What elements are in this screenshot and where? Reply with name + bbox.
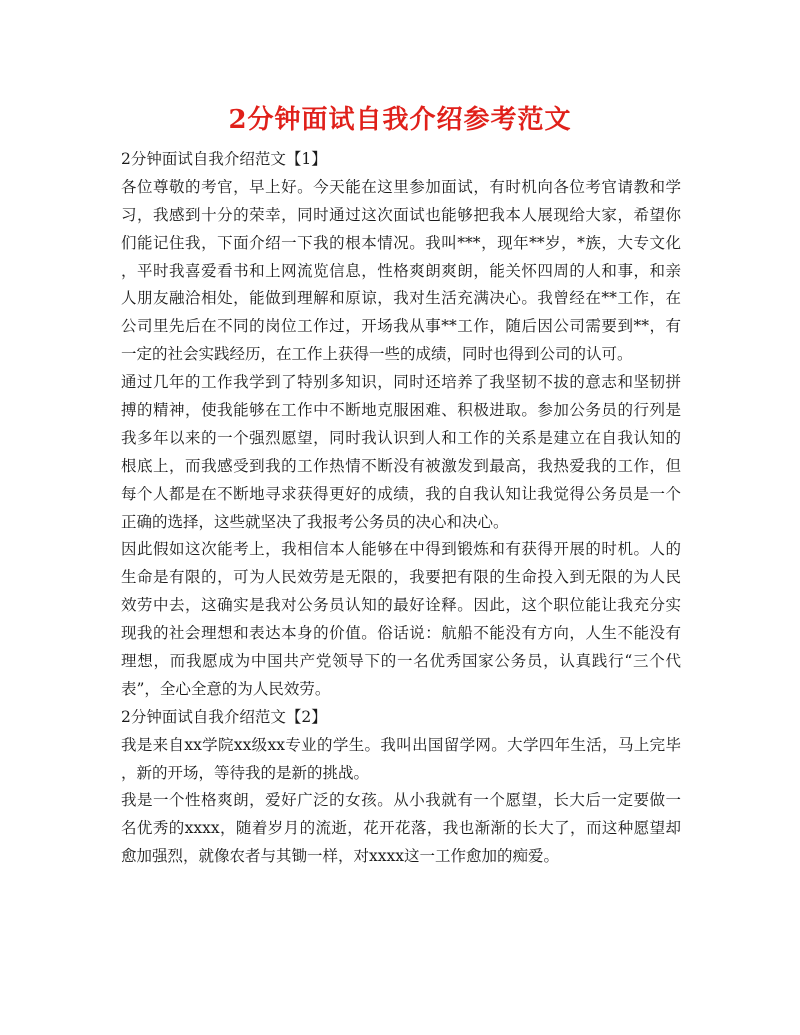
paragraph-line: 人朋友融洽相处，能做到理解和原谅，我对生活充满决心。我曾经在**工作，在 bbox=[121, 289, 681, 308]
paragraph-line: 理想，而我愿成为中国共产党领导下的一名优秀国家公务员，认真践行“三个代 bbox=[121, 652, 681, 671]
paragraph-line: ，平时我喜爱看书和上网流览信息，性格爽朗爽朗，能关怀四周的人和事，和亲 bbox=[121, 261, 681, 280]
section-heading-1: 2分钟面试自我介绍范文【1】 bbox=[121, 150, 327, 168]
paragraph-line: 名优秀的xxxx，随着岁月的流逝，花开花落，我也渐渐的长大了，而这种愿望却 bbox=[121, 819, 681, 838]
paragraph-line: 各位尊敬的考官，早上好。今天能在这里参加面试，有时机向各位考官请教和学 bbox=[121, 177, 681, 196]
paragraph-line: 公司里先后在不同的岗位工作过，开场我从事**工作，随后因公司需要到**，有 bbox=[121, 317, 681, 336]
paragraph-line: 愈加强烈，就像农者与其锄一样，对xxxx这一工作愈加的痴爱。 bbox=[121, 847, 559, 866]
paragraph-line: 一定的社会实践经历，在工作上获得一些的成绩，同时也得到公司的认可。 bbox=[121, 345, 633, 364]
paragraph-line: ，新的开场，等待我的是新的挑战。 bbox=[121, 763, 370, 782]
paragraph-line: 根底上，而我感受到我的工作热情不断没有被激发到最高，我热爱我的工作，但 bbox=[121, 456, 681, 475]
paragraph-line: 通过几年的工作我学到了特别多知识，同时还培养了我坚韧不拔的意志和坚韧拼 bbox=[121, 373, 681, 392]
paragraph-line: 搏的精神，使我能够在工作中不断地克服困难、积极进取。参加公务员的行列是 bbox=[121, 401, 681, 420]
paragraph-line: 效劳中去，这确实是我对公务员认知的最好诠释。因此，这个职位能让我充分实 bbox=[121, 596, 681, 615]
section-heading-2: 2分钟面试自我介绍范文【2】 bbox=[121, 707, 327, 726]
paragraph-line: 正确的选择，这些就坚决了我报考公务员的决心和决心。 bbox=[121, 512, 509, 531]
document-title: 2分钟面试自我介绍参考范文 bbox=[228, 105, 572, 135]
paragraph-line: 我是来自xx学院xx级xx专业的学生。我叫出国留学网。大学四年生活，马上完毕 bbox=[121, 735, 681, 754]
paragraph-line: 习，我感到十分的荣幸，同时通过这次面试也能够把我本人展现给大家，希望你 bbox=[121, 205, 681, 224]
paragraph-line: 现我的社会理想和表达本身的价值。俗话说：航船不能没有方向，人生不能没有 bbox=[121, 624, 681, 643]
paragraph-line: 每个人都是在不断地寻求获得更好的成绩，我的自我认知让我觉得公务员是一个 bbox=[121, 484, 681, 503]
paragraph-line: 生命是有限的，可为人民效劳是无限的，我要把有限的生命投入到无限的为人民 bbox=[121, 568, 681, 587]
paragraph-line: 们能记住我，下面介绍一下我的根本情况。我叫***，现年**岁，*族，大专文化 bbox=[121, 233, 681, 252]
paragraph-line: 因此假如这次能考上，我相信本人能够在中得到锻炼和有获得开展的时机。人的 bbox=[121, 540, 681, 559]
paragraph-line: 我多年以来的一个强烈愿望，同时我认识到人和工作的关系是建立在自我认知的 bbox=[121, 428, 681, 447]
paragraph-line: 我是一个性格爽朗，爱好广泛的女孩。从小我就有一个愿望，长大后一定要做一 bbox=[121, 791, 681, 810]
document-body bbox=[121, 146, 681, 871]
paragraph-line: 表”，全心全意的为人民效劳。 bbox=[121, 679, 331, 698]
